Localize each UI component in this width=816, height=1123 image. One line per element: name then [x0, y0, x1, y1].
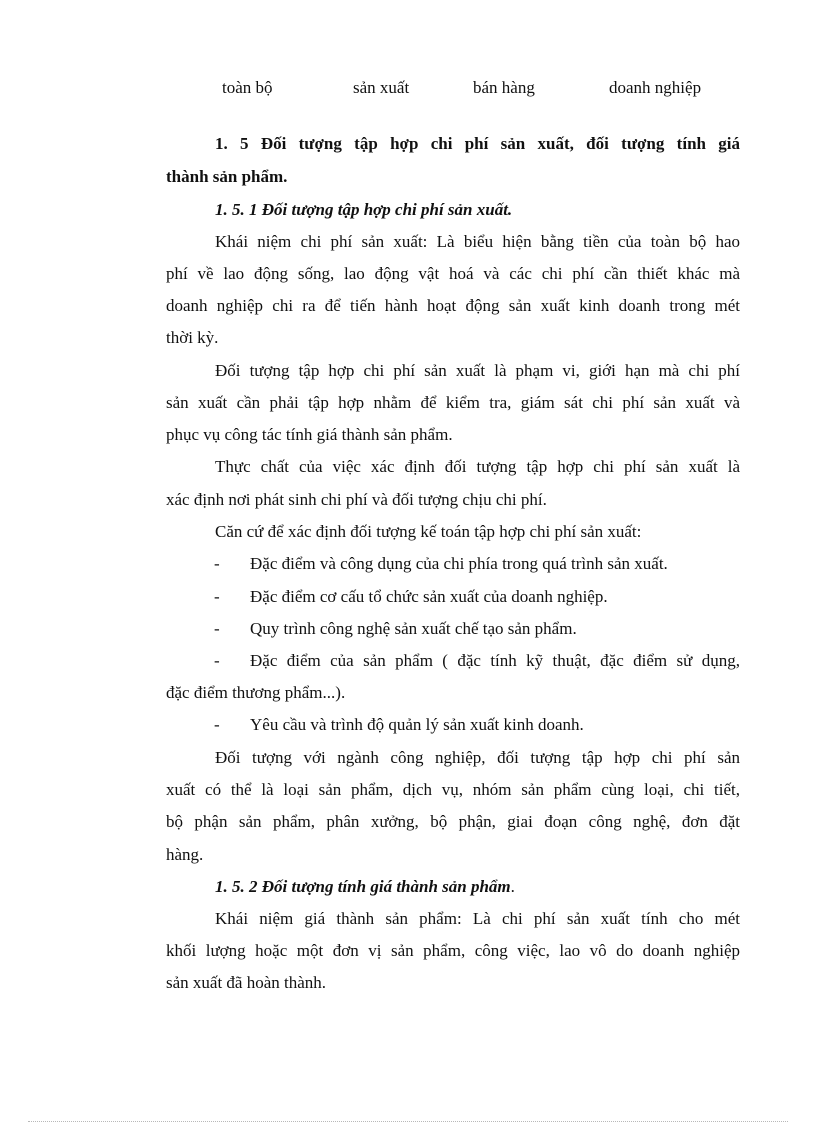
bullet-item-cont: đặc điểm thương phẩm...). — [166, 683, 346, 702]
header-word: toàn bộ — [222, 78, 273, 97]
paragraph-line: Căn cứ để xác định đối tượng kế toán tập hợp chi phí sản xuất: — [215, 522, 642, 541]
paragraph-line: hàng. — [166, 845, 204, 864]
bullet-dash: - — [214, 587, 220, 606]
paragraph-line: Thực chất của việc xác định đối tượng tập hợp chi phí sản xuất là — [215, 457, 740, 476]
header-word: sản xuất — [353, 78, 410, 97]
bullet-item: Đặc điểm cơ cấu tổ chức sản xuất của doanh nghiệp. — [250, 587, 608, 606]
paragraph-line: doanh nghiệp chi ra để tiến hành hoạt động sản xuất kinh doanh trong mét — [166, 296, 740, 315]
paragraph-line: Đối tượng với ngành công nghiệp, đối tượng tập hợp chi phí sản — [215, 748, 740, 767]
subsection-title-period: . — [510, 877, 515, 896]
section-title-cont: thành sản phẩm. — [166, 167, 288, 186]
paragraph-line: khối lượng hoặc một đơn vị sản phẩm, công việc, lao vô do doanh nghiệp — [166, 941, 740, 960]
bullet-item: Yêu cầu và trình độ quản lý sản xuất kinh doanh. — [250, 715, 584, 734]
header-word: doanh nghiệp — [609, 78, 702, 97]
paragraph-line: sản xuất cần phải tập hợp nhằm để kiểm tra, giám sát chi phí sản xuất và — [166, 393, 740, 412]
paragraph-line: phí về lao động sống, lao động vật hoá và các chi phí cần thiết khác mà — [166, 264, 740, 283]
page-bottom-divider — [28, 1121, 788, 1122]
bullet-item: Đặc điểm và công dụng của chi phía trong quá trình sản xuất. — [250, 554, 668, 573]
subsection-title — [215, 877, 740, 897]
bullet-dash: - — [214, 715, 220, 734]
paragraph-line: Khái niệm giá thành sản phẩm: Là chi phí sản xuất tính cho mét — [215, 909, 740, 928]
paragraph-line: xác định nơi phát sinh chi phí và đối tượng chịu chi phí. — [166, 490, 547, 509]
subsection-title: 1. 5. 1 Đối tượng tập hợp chi phí sản xuất. — [215, 200, 513, 219]
section-title: 1. 5 Đối tượng tập hợp chi phí sản xuất, đối tượng tính giá — [215, 134, 740, 153]
paragraph-line: bộ phận sản phẩm, phân xưởng, bộ phận, giai đoạn công nghệ, đơn đặt — [166, 812, 740, 831]
paragraph-line: Đối tượng tập hợp chi phí sản xuất là phạm vi, giới hạn mà chi phí — [215, 361, 740, 380]
bullet-dash: - — [214, 554, 220, 573]
paragraph-line: thời kỳ. — [166, 328, 219, 347]
paragraph-line: Khái niệm chi phí sản xuất: Là biểu hiện bằng tiền của toàn bộ hao — [215, 232, 740, 251]
bullet-dash: - — [214, 651, 220, 670]
bullet-item: Đặc điểm của sản phẩm ( đặc tính kỹ thuật, đặc điểm sử dụng, — [250, 651, 740, 670]
bullet-item: Quy trình công nghệ sản xuất chế tạo sản phẩm. — [250, 619, 577, 638]
paragraph-line: sản xuất đã hoàn thành. — [166, 973, 327, 992]
subsection-title-text: 1. 5. 2 Đối tượng tính giá thành sản phẩm — [215, 877, 511, 896]
paragraph-line: xuất có thể là loại sản phẩm, dịch vụ, nhóm sản phẩm cùng loại, chi tiết, — [166, 780, 740, 799]
bullet-dash: - — [214, 619, 220, 638]
header-word: bán hàng — [473, 78, 535, 97]
paragraph-line: phục vụ công tác tính giá thành sản phẩm. — [166, 425, 453, 444]
